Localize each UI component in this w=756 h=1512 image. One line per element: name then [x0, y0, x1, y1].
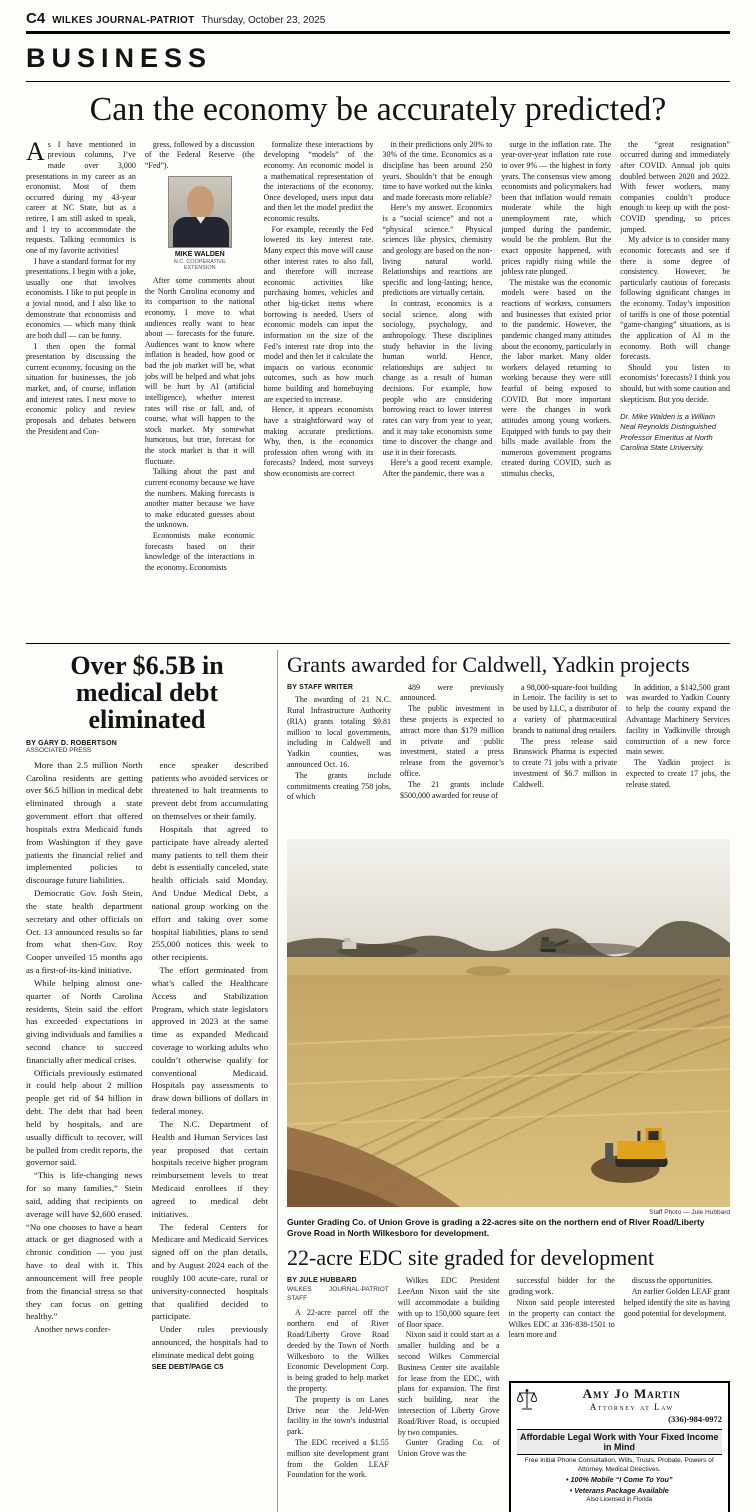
paragraph: ence speaker described patients who avoided services or threatened to halt treatments to prevent debt from accumulating on themselves or their family.	[151, 759, 268, 822]
paragraph: Economists make economic forecasts based on their knowledge of the interactions in the economy. Economists	[144, 531, 255, 572]
article-column	[509, 1276, 615, 1376]
ad-attorney-name: Amy Jo Martin	[582, 1386, 681, 1402]
paragraph: 489 were previously announced.	[400, 682, 504, 703]
paragraph: Here’s a good recent example. After the pandemic, there was a	[382, 458, 493, 479]
debt-headline: Over $6.5B in medical debt eliminated	[70, 650, 224, 734]
paragraph-group	[145, 276, 255, 574]
ad-phone: (336)-984-0972	[668, 1414, 722, 1425]
paragraph: Hence, it appears economists have a straightforward way of making accurate predictions. Why, then, is the economics profession often wrong with its forecasts? Indeed, most surveys show economists are correct	[263, 405, 374, 479]
paragraph: After some comments about the North Carolina economy and its comparison to the national economy, I move to what audiences really want to hear about — forecasts for the future. Audiences want to know where inflation is headed, how good or bad the job market will be, what jobs will be helped and what jobs will be hurt by AI (artificial intelligence), whether interest rates will rise or fall, and, of course, what will happen to the stock market. My somewhat humorous, but true, forecast for the stock market is that it will fluctuate.	[144, 276, 255, 466]
author-bio: Dr. Mike Walden is a William Neal Reynolds Distinguished Professor Emeritus at North Carolina State University.	[620, 412, 717, 452]
byline: BY STAFF WRITER	[287, 683, 354, 691]
paragraph: gress, followed by a discussion of the Federal Reserve (the “Fed”).	[144, 139, 255, 170]
article-column	[287, 683, 391, 835]
headshot-face	[187, 186, 214, 219]
article-column	[382, 140, 492, 636]
page-number: C4	[26, 10, 46, 27]
photo-caption	[167, 250, 233, 272]
paragraph: An earlier Golden LEAF grant helped identify the site as having good potential for development.	[623, 1287, 730, 1318]
paragraph: More than 2.5 million North Carolina residents are getting over $6.5 billion in medical debt eliminated through a state government effort that offered hospitals extra Medicaid funds from Washington if they gave patients the financial relief and implemented policies to discourage future liabilities.	[26, 759, 143, 886]
paragraph: The N.C. Department of Health and Human Services last year proposed that certain hospitals receive higher program reimbursement levels to treat Medicaid enrollees if they agreed to medical debt initiatives.	[151, 1118, 268, 1219]
edc-columns	[287, 1276, 730, 1512]
paragraph-group	[26, 257, 136, 438]
paragraph: “This is life-changing news for so many families,” Stein said, adding that recipients on average will have $2,600 erased. “No one chooses to have a heart attack or get diagnosed with a chronic condition — you just have to deal with it. This announcement will free people from the financial stress so that they can focus on getting healthy.”	[26, 1170, 143, 1322]
divider	[26, 643, 730, 644]
paragraph: successful bidder for the grading work.	[508, 1276, 615, 1297]
paragraph: formalize these interactions by developing “models” of the economy. An economic model is a mathematical representation of the interactions of the economy. Once developed, users input data and then let the model predict the economic results.	[263, 139, 374, 224]
article-column	[264, 140, 374, 636]
article-column	[513, 683, 617, 835]
jump-line: SEE DEBT/PAGE C5	[151, 1361, 224, 1371]
edc-headline: 22-acre EDC site graded for development	[287, 1245, 655, 1271]
article-column	[501, 140, 611, 636]
paragraph: I have a standard format for my presentations. I begin with a joke, usually one that involves economists. I like to put people in a jovial mood, and I also like to demonstrate that economists and economics — which many think are both dull — can be funny.	[26, 256, 136, 340]
paragraph: Nixon said it could start as a smaller building and be a second Wilkes Commercial Business Center site available for lease from the EDC, with plans for expansion. The first such building, near the intersection of Liberty Grove Road/River Road, is occupied by two companies.	[397, 1330, 500, 1437]
paragraph: While helping almost one-quarter of North Carolina residents, Stein said the effort has exceeded expectations in giving individuals and families a second chance to succeed financially after medical crises.	[26, 977, 143, 1065]
edc-right-area	[509, 1276, 731, 1512]
masthead	[26, 10, 730, 27]
ad-bullet: • 100% Mobile “I Come To You”	[566, 1474, 673, 1484]
paragraph: Talking about the past and current economy because we have the numbers. Making forecasts is another matter because we have to make educated guesses about the unknown.	[144, 467, 255, 530]
paragraph: Wilkes EDC President LeeAnn Nixon said the site will accommodate a building with up to 150,000 square feet of floor space.	[397, 1276, 500, 1329]
byline: BY JULE HUBBARD	[287, 1277, 357, 1285]
paragraph: Another news confer-	[34, 1324, 111, 1335]
article-column	[152, 759, 269, 1512]
grants-headline: Grants awarded for Caldwell, Yadkin projects	[287, 651, 690, 677]
paragraph: The press release said Brunswick Pharma is expected to create 71 jobs with a private investment of $6.7 million in Caldwell.	[513, 736, 617, 789]
paragraph: Officials previously estimated it could help about 2 million people get rid of $4 billion in debt. The debt that had been held by hospitals, and are usually difficult to recover, will be pulled from credit reports, the governor said.	[26, 1067, 143, 1168]
paragraph: In addition, a $142,500 grant was awarded to Yadkin County to help the county expand the Advantage Machinery Services facility in Yadkinville through construction of a new force main sewer.	[626, 682, 730, 757]
paragraph: Hospitals that agreed to participate have already alerted many patients to tell them their debt is essentially canceled, state health officials said Monday. And Undue Medical Debt, a national group working on the effort and taking over some hospital liabilities, plans to send 255,000 notices this week to other recipients.	[151, 823, 268, 963]
article-column	[26, 759, 143, 1512]
paragraph: The EDC received a $1.55 million site development grant from the Golden LEAF Foundation for the work.	[287, 1437, 389, 1480]
ad-header	[517, 1387, 723, 1413]
paragraph: The Yadkin project is expected to create 17 jobs, the release stated.	[626, 758, 730, 789]
paragraph: a 98,000-square-foot building in Lenoir. The facility is set to be used by LLC, a distributor of a variety of pharmaceutical brands to national drug retailers.	[513, 682, 617, 735]
paragraph: Here’s my answer. Economics is a “social science” and not a “physical science.” Physical sciences like physics, chemistry and geology are based on the non-living natural world. Relationships and reactions are specific and long-lasting; hence, predictions are virtually certain.	[382, 203, 493, 298]
paragraph-group	[287, 1308, 389, 1481]
paragraph: discuss the opportunities.	[631, 1276, 713, 1286]
paragraph: Under rules previously announced, the hospitals had to eliminate medical debt going	[151, 1324, 268, 1360]
paragraph: The 21 grants include $500,000 awarded for reuse of	[400, 779, 504, 800]
photo-caption-name: MIKE WALDEN	[174, 250, 225, 258]
paragraph: My advice is to consider many economic forecasts and see if there is some degree of consistency. However, be particularly cautious of forecasts following significant changes in the economy. Today’s imposition of tariffs is one of those potential “game-changing” situations, as is the application of AI in the economy. Both will change forecasts.	[620, 235, 730, 362]
columnist-photo-block	[167, 176, 233, 272]
paragraph	[26, 140, 136, 257]
article-column	[400, 683, 504, 835]
ad-bullet: • Veterans Package Available	[569, 1485, 669, 1495]
construction-site-photo	[287, 839, 730, 1207]
paragraph-group	[620, 140, 730, 406]
paragraph: Nixon said people interested in the property can contact the Wilkes EDC at 336-838-1501 to learn more and	[508, 1298, 615, 1340]
newspaper-name: WILKES JOURNAL-PATRIOT	[52, 15, 195, 26]
photo-caption: Gunter Grading Co. of Union Grove is grading a 22-acres site on the northern end of River Road/Liberty Grove Road in North Wilkesboro for development.	[287, 1216, 705, 1238]
paragraph: For example, recently the Fed lowered its key interest rate. Many expect this move will cause other interest rates to also fall, and therefore will increase economic activities like purchasing homes, vehicles and other big-ticket items where borrowing is needed. Users of economic models can input the information on the size of the Fed’s interest rate drop into the model and then let it calculate the impacts on various economic outcomes, such as how much home building and homebuying are expected to increase.	[263, 224, 374, 404]
paragraph: the “great resignation” occurred during and immediately after COVID. Annual job quits doubled between 2020 and 2022. With fewer workers, many companies couldn’t produce enough to keep up with the post-COVID spending, so prices jumped.	[620, 139, 730, 234]
edc-mini-columns	[509, 1276, 731, 1376]
article-column	[26, 140, 136, 636]
photo-credit: Staff Photo — Jule Hubbard	[649, 1208, 730, 1216]
ad-services: Free Initial Phone Consultation, Wills, Trusts, Probate, Powers of Attorney, Medical Directives.	[517, 1454, 723, 1473]
byline-org: ASSOCIATED PRESS	[26, 746, 92, 754]
paragraph: The property is on Lanes Drive near the Jeld-Wen facility in the town’s industrial park.	[287, 1394, 389, 1437]
ad-attorney-title: Attorney at Law	[589, 1402, 674, 1413]
paragraph: I then open the formal presentation by discussing the current economy, focusing on the situation for businesses, the job market, and, of course, inflation and interest rates. I next move to economic policy and review proposals and debates between the President and Con-	[26, 341, 136, 436]
section-label: BUSINESS	[26, 43, 213, 73]
debt-columns	[26, 759, 268, 1512]
article-column	[620, 140, 730, 636]
ad-tagline: Affordable Legal Work with Your Fixed Income in Mind	[517, 1429, 723, 1455]
byline-org: WILKES JOURNAL-PATRIOT STAFF	[287, 1285, 389, 1302]
grants-columns	[287, 683, 730, 835]
paragraph: Gunter Grading Co. of Union Grove was the	[397, 1438, 500, 1459]
bottom-section	[26, 650, 730, 1512]
paragraph: The federal Centers for Medicare and Medicaid Services signed off on the plan details, and by August 2024 each of the roughly 100 acute-care, rural or university-connected hospitals that qualified decided to participate.	[151, 1221, 268, 1322]
article-column	[626, 683, 730, 835]
main-headline: Can the economy be accurately predicted?	[89, 91, 667, 128]
divider	[26, 31, 730, 34]
paragraph: The mistake was the economic models were based on the reactions of workers, consumers and businesses that existed prior to the pandemic. However, the pandemic changed many attitudes about the economy, particularly in the labor market. Many older workers delayed returning to working because they were still fearful of being exposed to COVID. But more important were the changes in work attitudes among young workers. Equipped with funds to pay their bills made available from the numerous government programs created during COVID, such as stimulus checks,	[501, 277, 612, 479]
ad-identity	[542, 1387, 723, 1413]
attorney-ad	[509, 1381, 731, 1512]
paragraph: Should you listen to economists’ forecasts? I think you should, but with some caution and skepticism. But you decide.	[620, 362, 730, 404]
divider	[26, 81, 730, 82]
paragraph-group	[152, 759, 269, 1362]
article-column	[624, 1276, 730, 1376]
article-column	[145, 140, 255, 636]
byline: BY GARY D. ROBERTSON	[26, 739, 117, 747]
mike-walden-headshot	[168, 176, 232, 248]
paragraph: In contrast, economics is a social science, along with sociology, psychology, and anthropology. These disciplines study behavior in the living human world. Hence, relationships are subject to change as a result of human decisions. For example, how people who are considering borrowing react to lower interest rates can vary from year to year, and it may take economists some time to discover the change and use it in their forecasts.	[382, 299, 493, 457]
debt-article	[26, 650, 278, 1512]
issue-date: Thursday, October 23, 2025	[201, 15, 326, 26]
paragraph: The effort germinated from what’s called the Healthcare Access and Stabilization Program, which state legislators approved in 2023 at the same time as expanded Medicaid coverage to working adults who couldn’t otherwise qualify for conventional Medicaid. Hospitals pay assessments to draw down billions of dollars in federal money.	[151, 965, 268, 1117]
ad-footnote: Also Licensed in Florida	[586, 1496, 653, 1504]
photo-caption-org: N.C. COOPERATIVE EXTENSION	[173, 258, 226, 272]
article-column	[398, 1276, 500, 1512]
paragraph: Democratic Gov. Josh Stein, the state health department secretary and other officials on Oct. 13 announced results so far from what then-Gov. Roy Cooper unveiled 15 months ago as a first-of-its-kind initiative.	[26, 888, 143, 976]
paragraph: in their predictions only 20% to 30% of the time. Economics as a discipline has been around 250 years. Shouldn’t that be enough time to have worked out the kinks and made forecasts more reliable?	[382, 139, 493, 202]
article-column	[287, 1276, 389, 1512]
paragraph-text: s I have mentioned in previous columns, I’ve made over 3,000 presentations in my career as an economist. Most of them occurred during my 43-year career at NC State, but as a retiree, I am still asked to speak, and I try to accommodate the requests. Talking economics is one of my favorite activities!	[26, 139, 136, 255]
drop-cap: A	[26, 139, 45, 166]
paragraph: surge in the inflation rate. The year-over-year inflation rate rose to over 9% — the highest in forty years. The consensus view among economists and policymakers had been that inflation would remain moderate while the high unemployment rate, which jumped during the pandemic, would be the problem. But the exact opposite happened, with prices rapidly rising while the jobless rate plunged.	[501, 139, 612, 277]
scales-of-justice-icon	[517, 1388, 537, 1412]
paragraph: The awarding of 21 N.C. Rural Infrastructure Authority (RIA) grants totaling $9.81 million to local governments, including in Caldwell and Yadkin counties, was announced Oct. 16.	[287, 695, 391, 769]
main-article-columns	[26, 140, 730, 636]
paragraph: The grants include commitments creating 758 jobs, of which	[287, 770, 391, 802]
paragraph: A 22-acre parcel off the northern end of River Road/Liberty Grove Road deeded by the Town of North Wilkesboro to the Wilkes Economic Development Corp. is being graded to help market the property.	[287, 1308, 389, 1393]
paragraph: The public investment in these projects is expected to attract more than $179 million in private and public investment, stated a press release from the governor’s office.	[400, 704, 504, 779]
paragraph-group	[287, 695, 391, 803]
right-section	[278, 650, 730, 1512]
